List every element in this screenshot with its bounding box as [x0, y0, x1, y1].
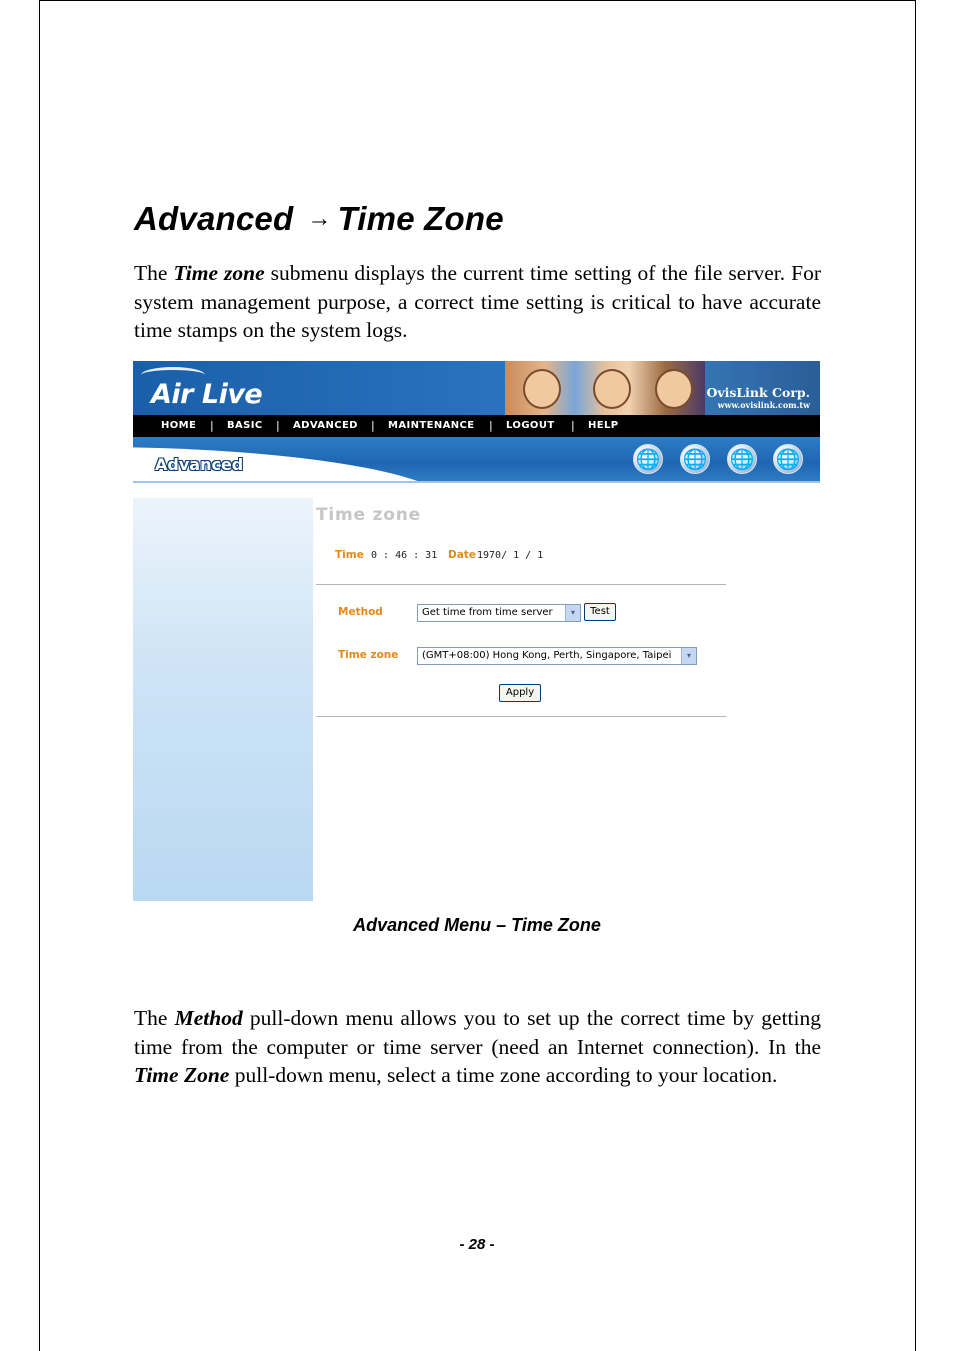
globe-icon: 🌐	[773, 444, 803, 474]
nav-separator: |	[489, 419, 493, 432]
child-face-icon	[523, 369, 561, 409]
globe-icon: 🌐	[633, 444, 663, 474]
nav-separator: |	[371, 419, 375, 432]
method-select[interactable]	[417, 604, 581, 622]
timezone-label: Time zone	[338, 649, 399, 661]
page-number: - 28 -	[459, 1236, 495, 1253]
section-title: Advanced	[155, 455, 244, 474]
emphasis-time-zone: Time zone	[173, 261, 265, 285]
nav-maintenance[interactable]: MAINTENANCE	[388, 420, 475, 431]
emphasis-time-zone: Time Zone	[134, 1063, 230, 1087]
para-text: pull-down menu allows you to set up the correct time by getting time from the computer or time server (need an Internet connection). In the	[134, 1006, 821, 1059]
airlive-logo: Air Live	[151, 379, 263, 410]
page-heading	[134, 200, 504, 238]
time-label: Time	[335, 549, 364, 561]
divider	[316, 716, 726, 717]
banner	[133, 361, 820, 415]
corp-url: www.ovislink.com.tw	[717, 400, 810, 410]
nav-logout[interactable]: LOGOUT	[506, 420, 555, 431]
panel-title: Time zone	[316, 505, 421, 525]
nav-home[interactable]: HOME	[161, 420, 197, 431]
child-face-icon	[655, 369, 693, 409]
intro-paragraph	[134, 259, 821, 345]
chevron-down-icon[interactable]: ▾	[681, 648, 696, 664]
timezone-select[interactable]	[417, 647, 697, 665]
nav-bar	[133, 415, 820, 437]
child-face-icon	[593, 369, 631, 409]
nav-advanced[interactable]: ADVANCED	[293, 420, 358, 431]
banner-photo	[505, 361, 705, 415]
date-value: 1970/ 1 / 1	[477, 550, 544, 561]
chevron-down-icon[interactable]: ▾	[565, 605, 580, 621]
time-value: 0 : 46 : 31	[371, 550, 438, 561]
emphasis-method: Method	[174, 1006, 243, 1030]
nav-separator: |	[276, 419, 280, 432]
date-label: Date	[448, 549, 476, 561]
section-header	[133, 437, 820, 481]
globe-icon: 🌐	[727, 444, 757, 474]
divider	[133, 481, 820, 483]
apply-button[interactable]: Apply	[499, 684, 541, 702]
method-selected-value: Get time from time server	[422, 607, 553, 618]
heading-left: Advanced	[134, 200, 294, 237]
timezone-selected-value: (GMT+08:00) Hong Kong, Perth, Singapore, Taipei	[422, 650, 672, 661]
arrow-icon: →	[307, 205, 332, 232]
nav-help[interactable]: HELP	[588, 420, 619, 431]
globe-icon: 🌐	[680, 444, 710, 474]
figure-caption: Advanced Menu – Time Zone	[353, 915, 601, 935]
test-button[interactable]: Test	[584, 603, 616, 621]
nav-separator: |	[571, 419, 575, 432]
nav-basic[interactable]: BASIC	[227, 420, 263, 431]
corp-name: OvisLink Corp.	[706, 385, 810, 400]
para-text: The	[134, 261, 174, 285]
method-label: Method	[338, 606, 383, 618]
divider	[316, 584, 726, 585]
router-ui-screenshot	[133, 361, 820, 901]
heading-right: Time Zone	[337, 200, 504, 237]
para-text: pull-down menu, select a time zone according to your location.	[229, 1063, 778, 1087]
sidebar	[133, 498, 313, 901]
para-text: submenu displays the current time setting of the file server. For system management purpose, a correct time setting is critical to have accurate time stamps on the system logs.	[134, 261, 821, 342]
nav-separator: |	[210, 419, 214, 432]
method-paragraph	[134, 1004, 821, 1090]
para-text: The	[134, 1006, 175, 1030]
